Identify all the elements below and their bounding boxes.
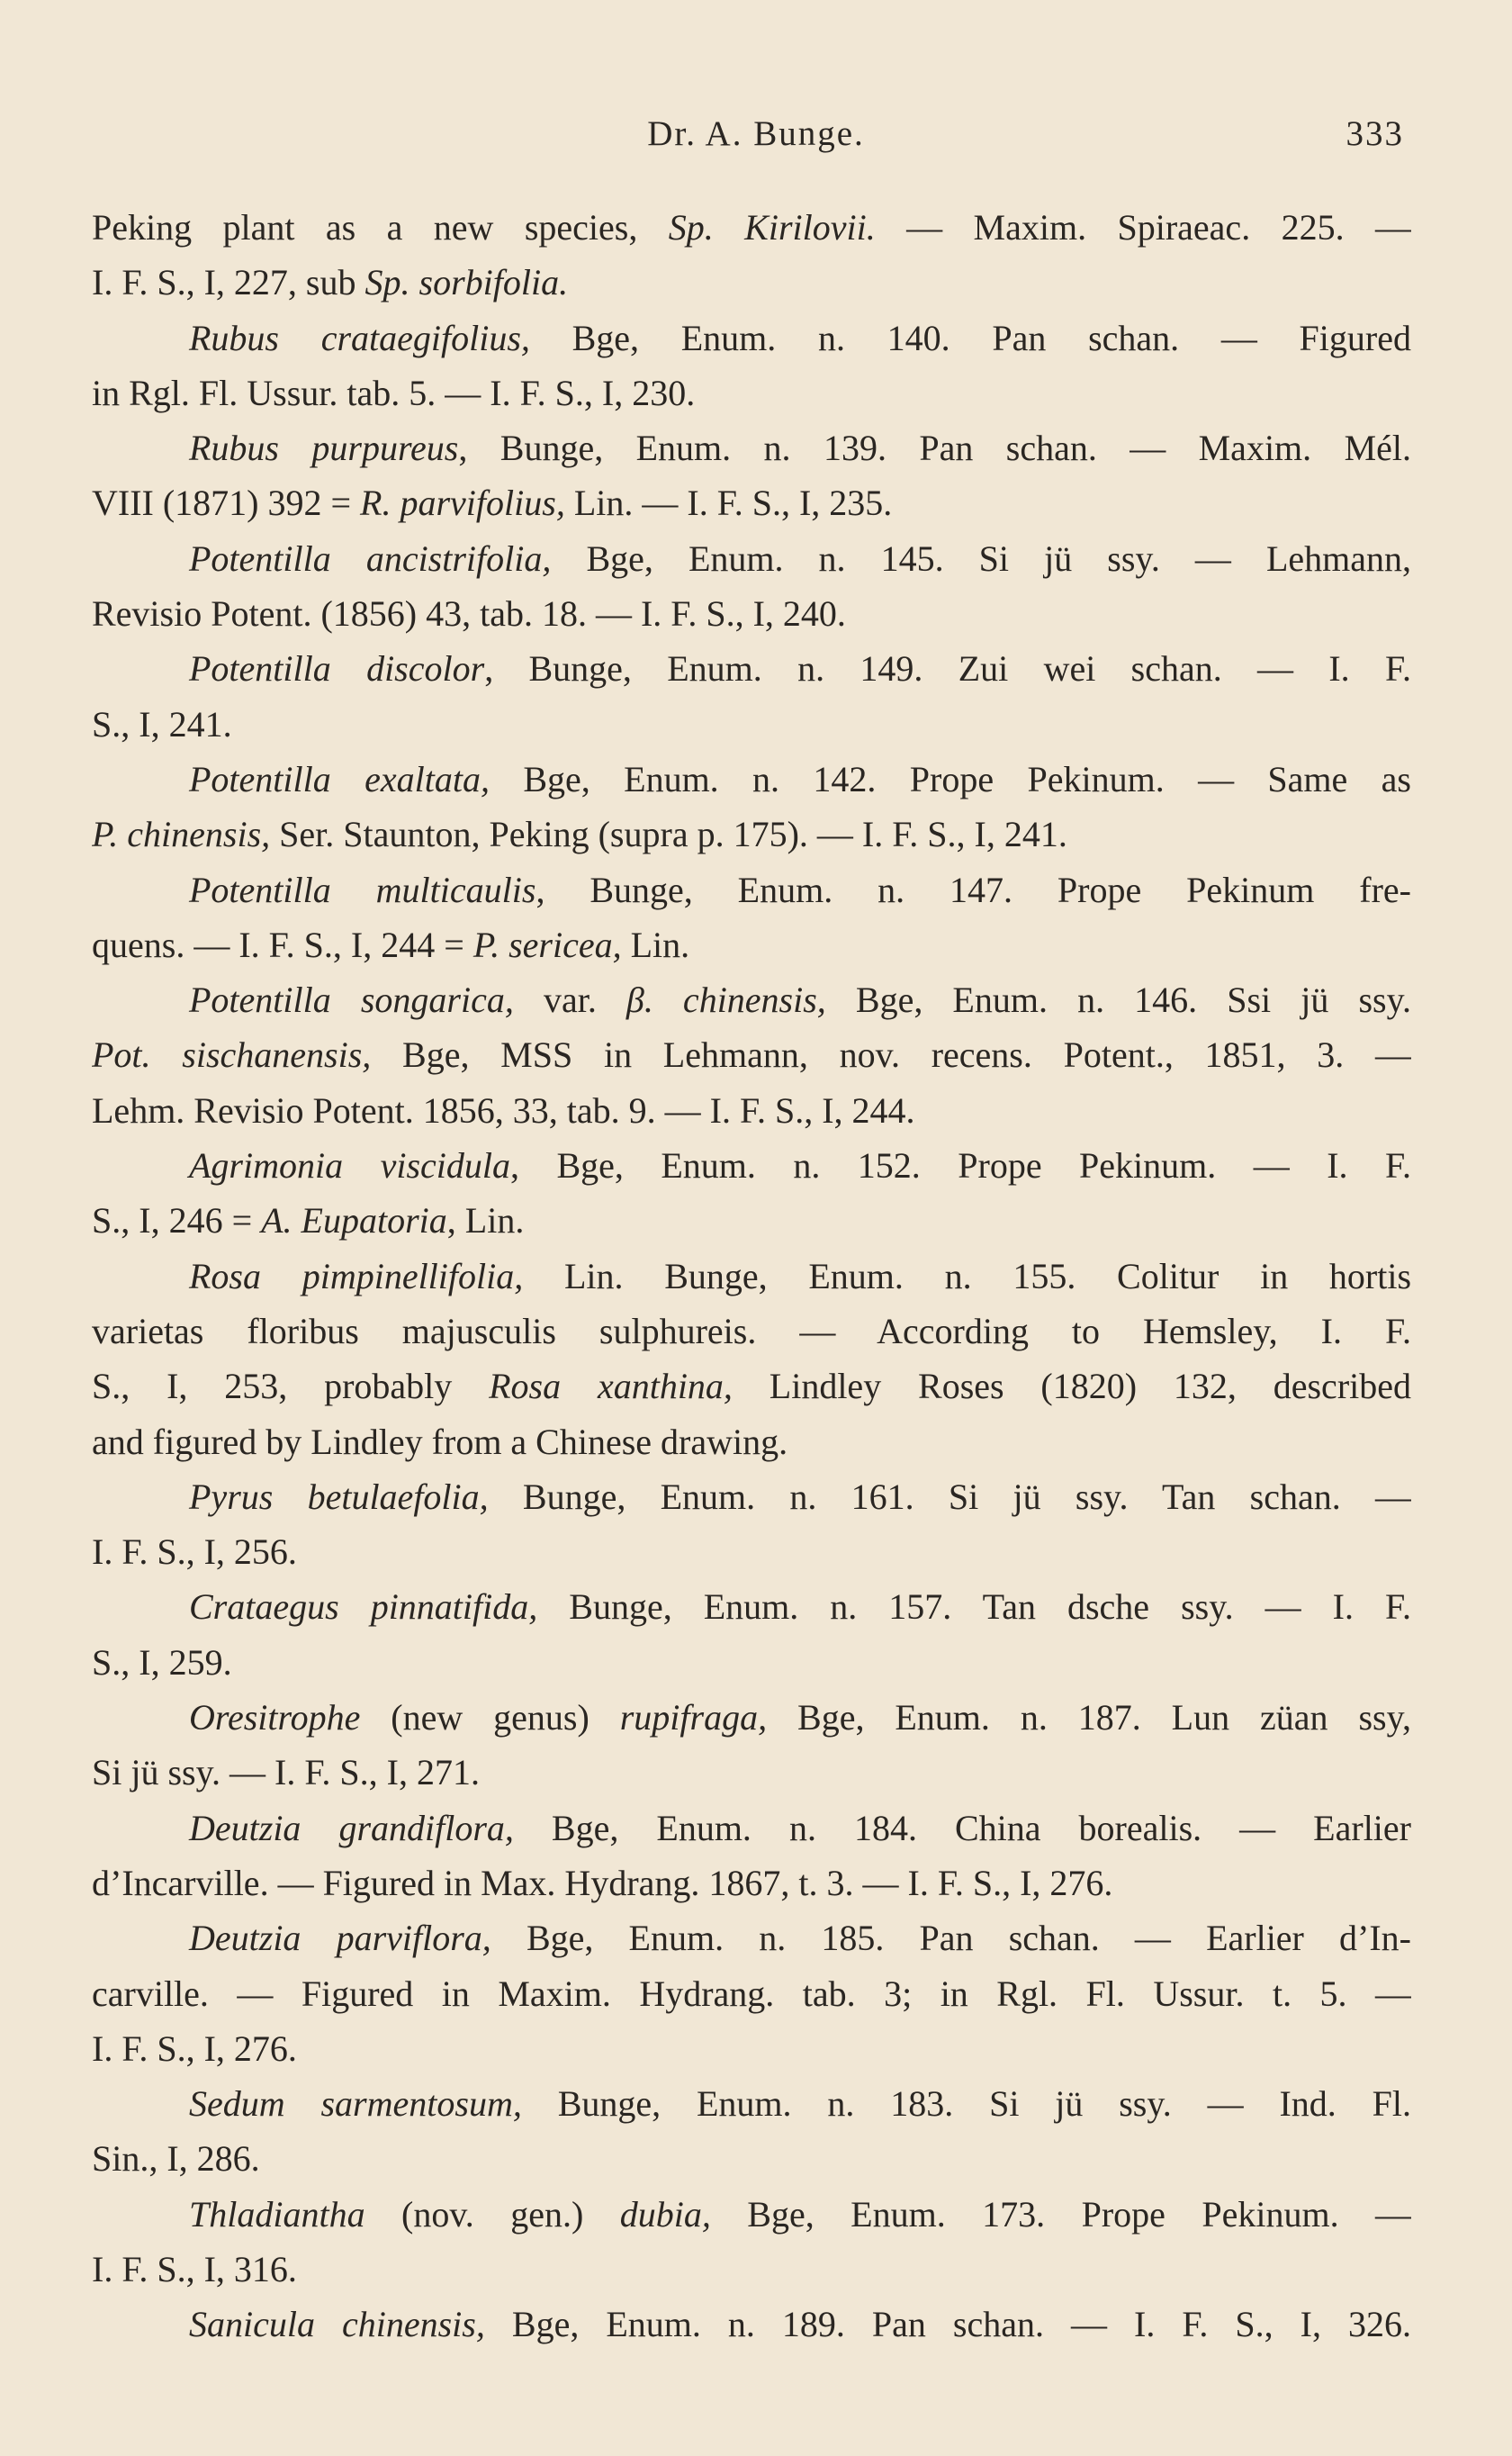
text-segment: , Bge, Enum. n. 152. Prope Pekinum. — I. F. [510,1145,1411,1187]
text-line [92,1690,1411,1745]
text-segment: , Lin. [446,1200,525,1242]
italic-text: A. Eupatoria [261,1200,447,1242]
running-head [0,106,1512,160]
italic-text: Rosa pimpinellifolia, [189,1255,524,1296]
text-segment: Ser. Staunton, Peking (supra p. 175). — I. F. S., I, 241. [270,814,1067,855]
text-line [92,1745,1411,1800]
text-line [92,531,1411,586]
text-segment: Bge, Enum. n. 184. China borealis. — Earlier [513,1807,1411,1848]
italic-text: Potentilla multicaulis [189,869,536,910]
text-segment: I. F. S., I, 227, sub [92,262,365,303]
text-line [92,2297,1411,2352]
text-line [92,1193,1411,1248]
text-segment: Bge, Enum. n. 187. Lun züan ssy, [767,1697,1411,1738]
text-segment: (nov. gen.) [364,2193,620,2235]
italic-text: Sp. sorbifolia. [364,262,569,303]
italic-text: Crataegus pinnatifida, [189,1586,538,1628]
text-line [92,255,1411,310]
italic-text: Potentilla exaltata, [189,758,490,799]
text-line [92,807,1411,862]
text-segment: Bge, Enum. n. 146. Ssi jü ssy. [825,980,1411,1021]
text-segment: (new genus) [360,1697,620,1738]
text-line [92,641,1411,696]
text-segment: Bge, Enum. n. 142. Prope Pekinum. — Same as [489,758,1411,799]
text-segment: Bunge, Enum. n. 161. Si jü ssy. Tan schan. — [488,1476,1411,1517]
text-segment: varietas floribus majusculis sulphureis. — According to Hemsley, I. F. [92,1310,1411,1351]
text-line [92,1138,1411,1193]
italic-text: Deutzia parviflora, [189,1918,491,1959]
text-line [92,972,1411,1027]
text-line [92,1801,1411,1856]
text-line [92,311,1411,366]
italic-text: Potentilla discolor [189,648,485,690]
text-segment: Lindley Roses (1820) 132, described [732,1366,1411,1407]
italic-text: P. sericea, [472,924,622,965]
text-line [92,1359,1411,1413]
text-line [92,2242,1411,2297]
text-line [92,1856,1411,1910]
text-line [92,1910,1411,1965]
text-segment: Bunge, Enum. n. 183. Si jü ssy. — Ind. Fl. [521,2083,1411,2125]
text-line [92,917,1411,972]
text-line [92,586,1411,641]
text-line [92,862,1411,917]
text-segment: Bge, Enum. n. 185. Pan schan. — Earlier d’In- [490,1918,1411,1959]
text-segment: in Rgl. Fl. Ussur. tab. 5. — I. F. S., I, 230. [92,372,696,413]
italic-text: Agrimonia viscidula [189,1145,510,1187]
text-line [92,1304,1411,1359]
running-title: Dr. A. Bunge. [647,114,865,153]
text-line [92,200,1411,255]
text-segment: S., I, 253, probably [92,1366,490,1407]
text-segment: carville. — Figured in Maxim. Hydrang. tab. 3; in Rgl. Fl. Ussur. t. 5. — [92,1973,1411,2014]
text-segment: — Maxim. Spiraeac. 225. — [875,207,1411,248]
text-line [92,1966,1411,2021]
text-segment: Lin. Bunge, Enum. n. 155. Colitur in hortis [523,1255,1411,1296]
italic-text: Rosa xanthina, [489,1366,733,1407]
text-segment: , Bunge, Enum. n. 147. Prope Pekinum fre- [536,869,1411,910]
italic-text: Sanicula chinensis, [189,2304,485,2345]
text-segment: Bunge, Enum. n. 157. Tan dsche ssy. — I. F. [537,1586,1411,1628]
text-segment: Lin. [621,924,690,965]
text-segment: d’Incarville. — Figured in Max. Hydrang. 1867, t. 3. — I. F. S., I, 276. [92,1862,1113,1903]
italic-text: Thladiantha [189,2193,365,2235]
text-line [92,752,1411,807]
italic-text: P. chinensis, [92,814,271,855]
text-line [92,420,1411,475]
text-segment: Bge, Enum. n. 140. Pan schan. — Figured [529,317,1411,358]
text-segment: Sin., I, 286. [92,2138,260,2180]
text-line [92,697,1411,752]
text-line [92,2187,1411,2242]
text-segment: Lin. — I. F. S., I, 235. [564,483,893,524]
text-segment: I. F. S., I, 316. [92,2248,297,2289]
italic-text: Rubus purpureus [189,428,459,469]
text-line [92,2021,1411,2076]
text-line [92,1579,1411,1634]
text-segment: quens. — I. F. S., I, 244 = [92,924,473,965]
italic-text: rupifraga, [619,1697,768,1738]
text-line [92,1027,1411,1082]
italic-text: Sp. Kirilovii. [668,207,876,248]
text-line [92,1469,1411,1524]
text-segment: Bge, Enum. 173. Prope Pekinum. — [710,2193,1411,2235]
text-segment: , Bunge, Enum. n. 139. Pan schan. — Maxim. Mél. [458,428,1411,469]
text-segment: and figured by Lindley from a Chinese drawing. [92,1421,788,1462]
italic-text: Pot. sischanensis, [92,1034,372,1076]
text-line [92,1524,1411,1579]
text-segment: Si jü ssy. — I. F. S., I, 271. [92,1752,480,1793]
text-segment: Bge, Enum. n. 189. Pan schan. — I. F. S., I, 326. [484,2304,1411,2345]
text-line [92,366,1411,420]
italic-text: Potentilla songarica, [189,980,514,1021]
text-line [92,475,1411,530]
text-segment: Peking plant as a new species, [92,207,669,248]
italic-text: Potentilla ancistrifolia, [189,537,552,579]
italic-text: Deutzia grandiflora, [189,1807,514,1848]
italic-text: Pyrus betulaefolia, [189,1476,489,1517]
text-segment: S., I, 246 = [92,1200,262,1242]
page-number: 333 [1346,114,1404,153]
italic-text: R. parvifolius, [360,483,565,524]
italic-text: Oresitrophe [189,1697,361,1738]
text-segment: I. F. S., I, 276. [92,2027,297,2069]
text-line [92,2131,1411,2186]
italic-text: Sedum sarmentosum, [189,2083,522,2125]
text-line [92,1635,1411,1690]
text-segment: Revisio Potent. (1856) 43, tab. 18. — I. F. S., I, 240. [92,593,846,635]
italic-text: dubia, [619,2193,711,2235]
text-line [92,2076,1411,2131]
text-segment: Lehm. Revisio Potent. 1856, 33, tab. 9. — I. F. S., I, 244. [92,1089,915,1131]
text-segment: , Bunge, Enum. n. 149. Zui wei schan. — I. F. [484,648,1411,690]
text-segment: Bge, MSS in Lehmann, nov. recens. Potent., 1851, 3. — [371,1034,1411,1076]
text-segment: S., I, 241. [92,703,232,745]
italic-text: β. chinensis, [626,980,826,1021]
text-line [92,1249,1411,1304]
text-line [92,1414,1411,1469]
text-segment: var. [513,980,626,1021]
italic-text: Rubus crataegifolius, [189,317,530,358]
text-segment: Bge, Enum. n. 145. Si jü ssy. — Lehmann, [551,537,1411,579]
body-text [92,200,1411,2352]
text-segment: I. F. S., I, 256. [92,1531,297,1573]
text-segment: S., I, 259. [92,1641,232,1683]
text-segment: VIII (1871) 392 = [92,483,361,524]
text-line [92,1083,1411,1138]
